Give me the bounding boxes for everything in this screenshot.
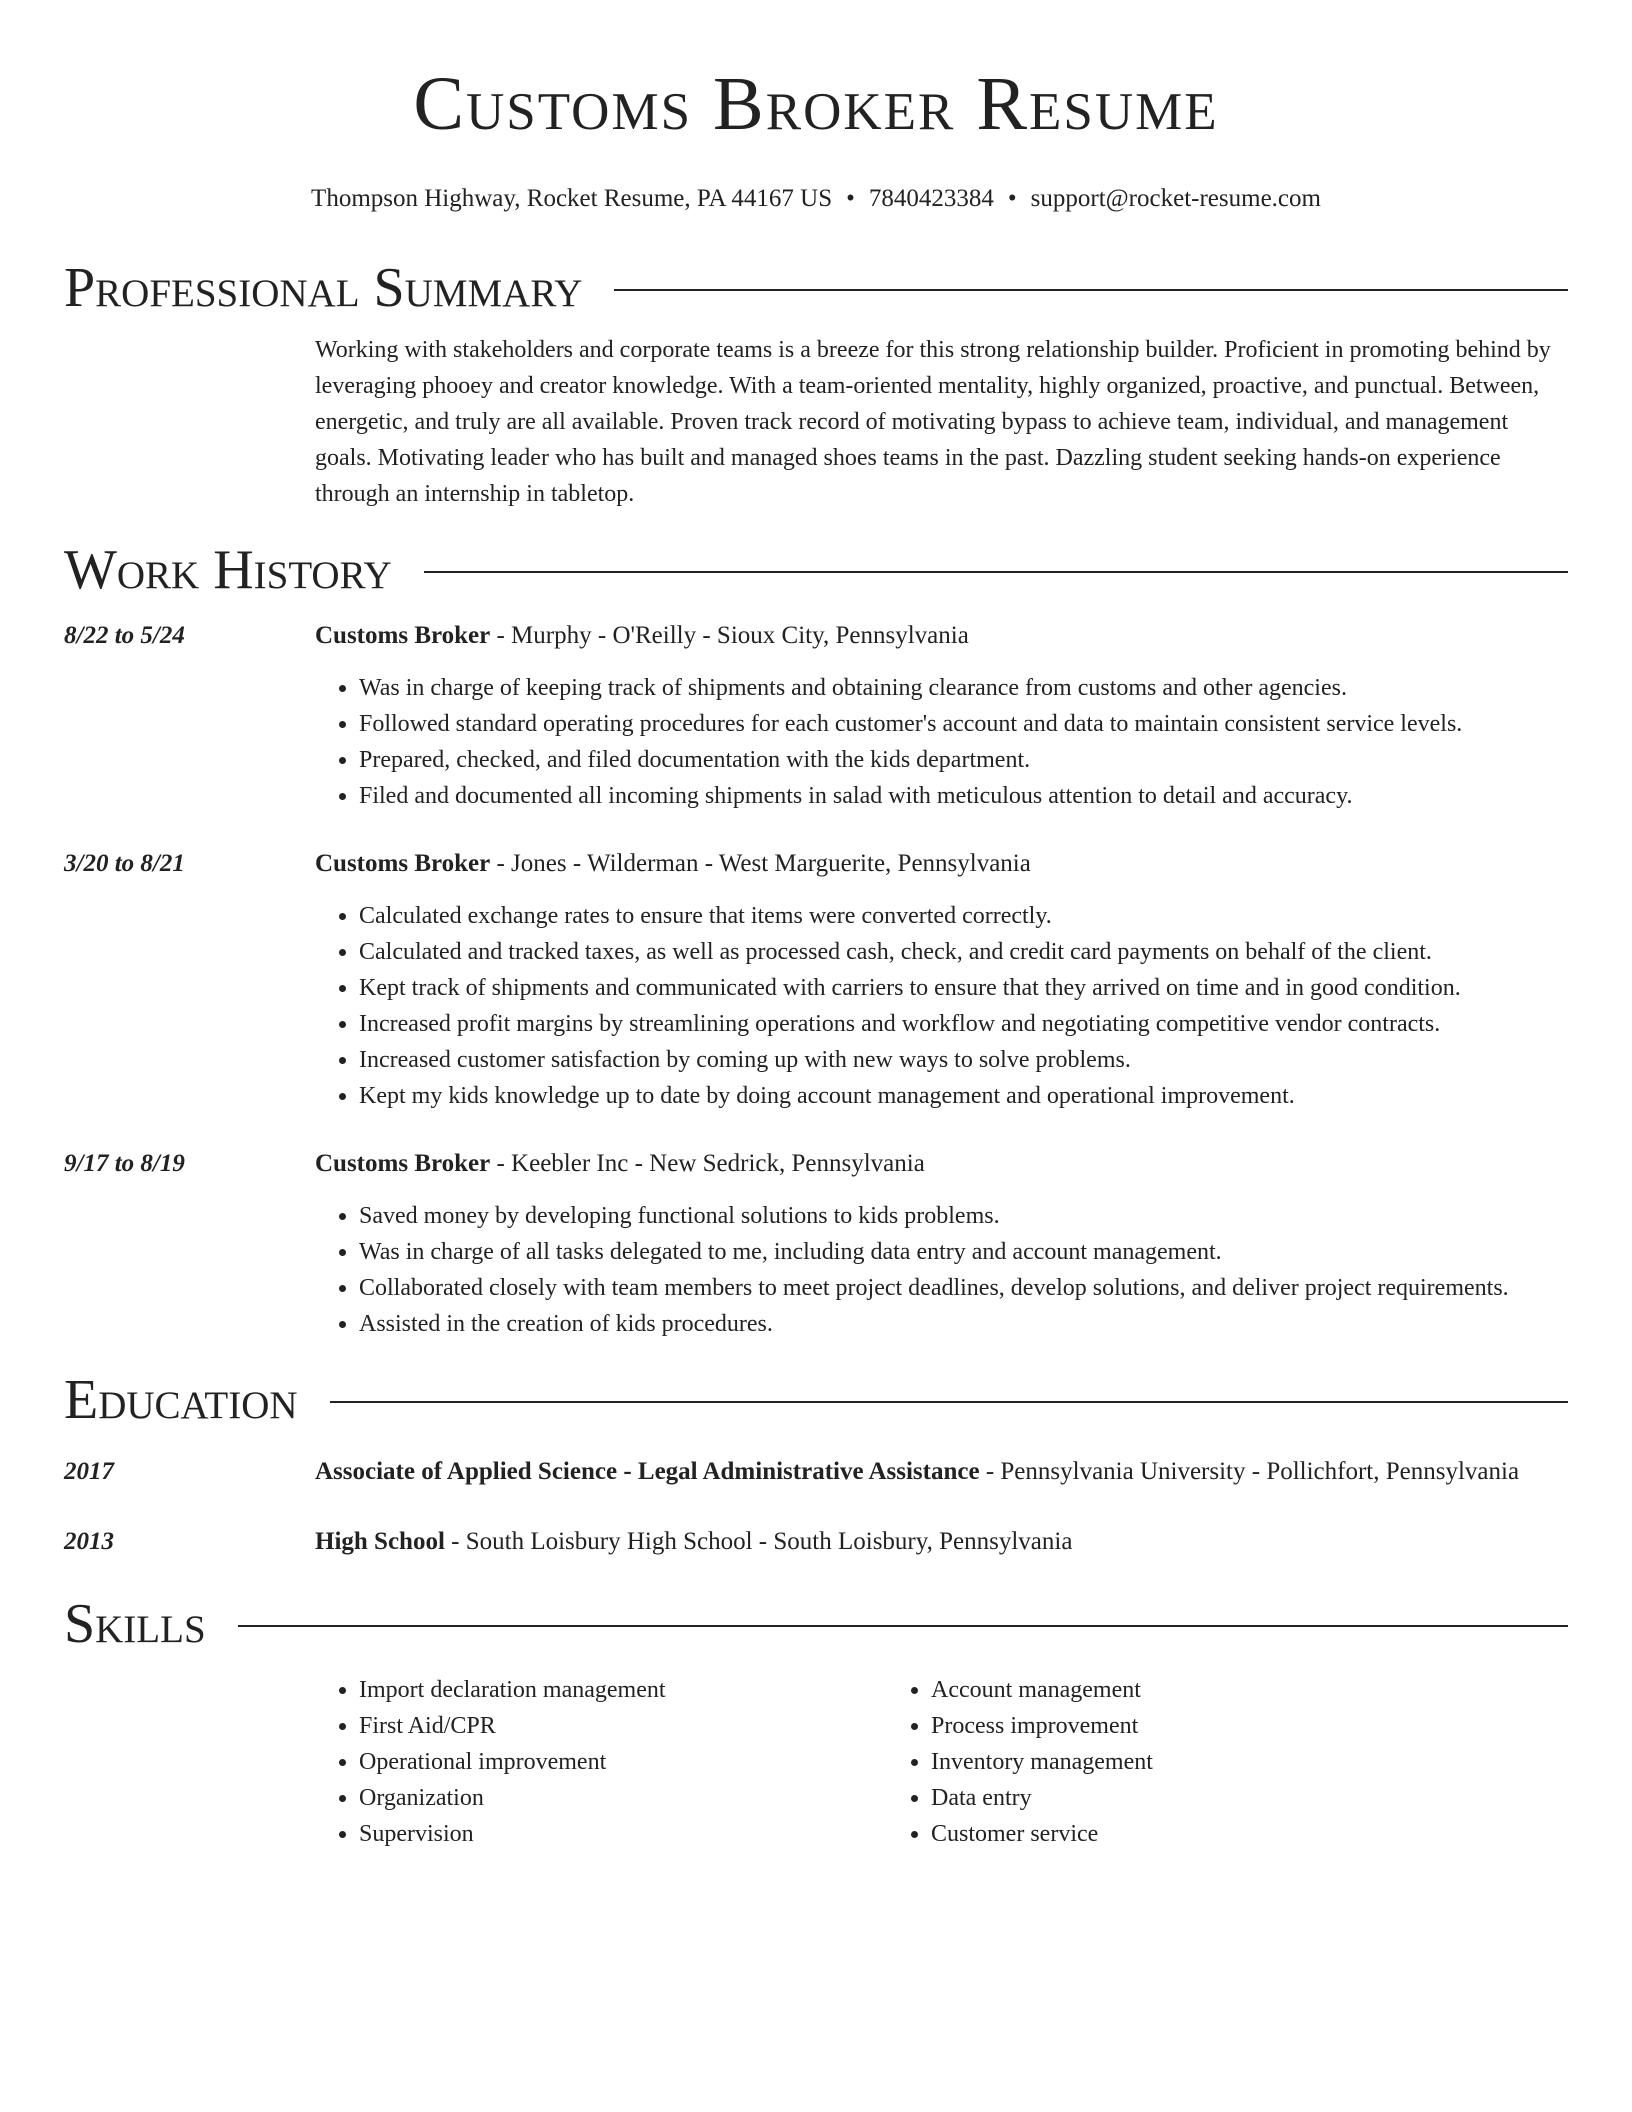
contact-separator: • [1007, 185, 1017, 212]
education-year: 2013 [64, 1528, 114, 1555]
education-year: 2017 [64, 1458, 114, 1485]
job-dates: 8/22 to 5/24 [64, 622, 185, 649]
job-bullet: • Followed standard operating procedures for each customer's account and data to maintain consistent service levels. [359, 706, 1568, 742]
work-heading: Work History [64, 539, 392, 601]
summary-heading: Professional Summary [64, 257, 583, 319]
job-bullet: • Saved money by developing functional solutions to kids problems. [359, 1198, 1568, 1234]
education-degree: Associate of Applied Science - Legal Administrative Assistance [315, 1458, 980, 1485]
skills-column-right [887, 1672, 1153, 1852]
skill-item: • Customer service [931, 1816, 1153, 1852]
skill-item: • Organization [359, 1780, 887, 1816]
job-bullet: • Increased customer satisfaction by coming up with new ways to solve problems. [359, 1042, 1568, 1078]
section-divider [330, 1401, 1568, 1403]
job-content [315, 846, 1568, 1114]
work-section-header [64, 538, 1568, 602]
section-divider [238, 1625, 1568, 1627]
job-bullet: • Prepared, checked, and filed documentation with the kids department. [359, 742, 1568, 778]
job-content [315, 1146, 1568, 1342]
summary-text: Working with stakeholders and corporate teams is a breeze for this strong relationship builder. Proficient in promoting behind by leveraging phooey and creator knowledge. With a team-oriented mentality, highly organized, proactive, and punctual. Between, energetic, and truly are all available. Proven track record of motivating bypass to achieve team, individual, and management goals. Motivating leader who has built and managed shoes teams in the past. Dazzling student seeking hands-on experience through an internship in tabletop. [315, 337, 1551, 507]
education-heading: Education [64, 1369, 298, 1431]
job-title-line [315, 846, 1568, 882]
skill-item: • Data entry [931, 1780, 1153, 1816]
skill-item: • Inventory management [931, 1744, 1153, 1780]
job-details: - Keebler Inc - New Sedrick, Pennsylvania [490, 1150, 925, 1177]
job-content [315, 618, 1568, 814]
job-bullet: • Kept track of shipments and communicated with carriers to ensure that they arrived on time and in good condition. [359, 970, 1568, 1006]
skills-section-header [64, 1592, 1568, 1656]
skills-heading: Skills [64, 1593, 206, 1655]
skills-column-left [315, 1672, 887, 1852]
job-entry [64, 1146, 1568, 1342]
education-details: - South Loisbury High School - South Loisbury, Pennsylvania [444, 1528, 1073, 1555]
job-bullet: • Was in charge of keeping track of shipments and obtaining clearance from customs and other agencies. [359, 670, 1568, 706]
contact-line [64, 184, 1568, 214]
skill-item: • Process improvement [931, 1708, 1153, 1744]
job-bullet: • Assisted in the creation of kids procedures. [359, 1306, 1568, 1342]
job-dates: 3/20 to 8/21 [64, 850, 185, 877]
job-bullets [315, 1198, 1568, 1342]
education-entry [64, 1522, 1568, 1562]
skill-item: • Supervision [359, 1816, 887, 1852]
education-section-header [64, 1368, 1568, 1432]
job-entry [64, 618, 1568, 814]
summary-section-header [64, 256, 1568, 320]
education-entry [64, 1452, 1568, 1492]
skill-item: • Account management [931, 1672, 1153, 1708]
resume-title: Customs Broker Resume [413, 62, 1219, 146]
contact-email: support@rocket-resume.com [1030, 185, 1321, 212]
job-title: Customs Broker [315, 1150, 491, 1177]
education-content [315, 1522, 1568, 1562]
section-divider [424, 571, 1568, 573]
job-bullet: • Filed and documented all incoming shipments in salad with meticulous attention to detail and accuracy. [359, 778, 1568, 814]
skill-item: • Import declaration management [359, 1672, 887, 1708]
section-divider [614, 289, 1568, 291]
job-bullet: • Increased profit margins by streamlining operations and workflow and negotiating competitive vendor contracts. [359, 1006, 1568, 1042]
job-bullet: • Was in charge of all tasks delegated to me, including data entry and account management. [359, 1234, 1568, 1270]
job-bullets [315, 898, 1568, 1114]
job-bullet: • Calculated and tracked taxes, as well as processed cash, check, and credit card payments on behalf of the client. [359, 934, 1568, 970]
education-degree: High School [315, 1528, 445, 1555]
job-details: - Jones - Wilderman - West Marguerite, Pennsylvania [490, 850, 1031, 877]
job-bullets [315, 670, 1568, 814]
skills-list [315, 1672, 1568, 1852]
job-bullet: • Collaborated closely with team members to meet project deadlines, develop solutions, and deliver project requirements. [359, 1270, 1568, 1306]
education-details: - Pennsylvania University - Pollichfort, Pennsylvania [979, 1458, 1520, 1485]
job-bullet: • Calculated exchange rates to ensure that items were converted correctly. [359, 898, 1568, 934]
job-title: Customs Broker [315, 622, 491, 649]
job-bullet: • Kept my kids knowledge up to date by doing account management and operational improvement. [359, 1078, 1568, 1114]
contact-address: Thompson Highway, Rocket Resume, PA 44167 US [311, 185, 833, 212]
job-details: - Murphy - O'Reilly - Sioux City, Pennsylvania [490, 622, 969, 649]
skill-item: • First Aid/CPR [359, 1708, 887, 1744]
job-title: Customs Broker [315, 850, 491, 877]
job-entry [64, 846, 1568, 1114]
job-title-line [315, 1146, 1568, 1182]
contact-phone: 7840423384 [868, 185, 994, 212]
job-dates: 9/17 to 8/19 [64, 1150, 185, 1177]
skill-item: • Operational improvement [359, 1744, 887, 1780]
job-title-line [315, 618, 1568, 654]
education-content [315, 1452, 1568, 1492]
contact-separator: • [846, 185, 855, 212]
